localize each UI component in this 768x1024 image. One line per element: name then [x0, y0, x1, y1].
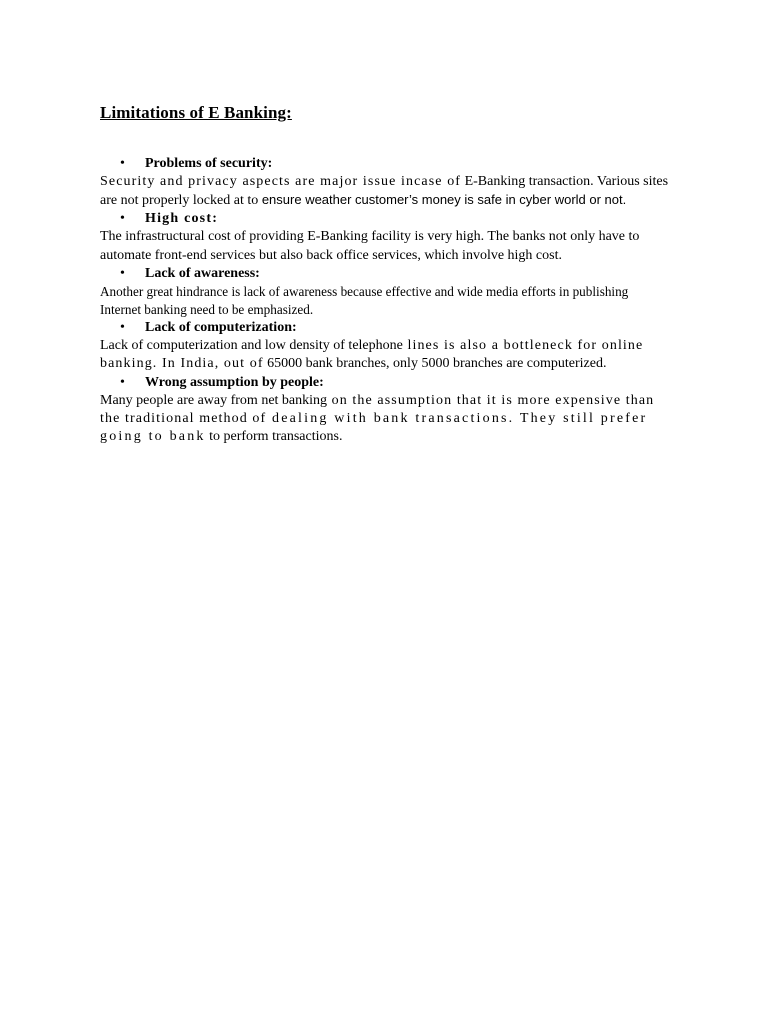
document-title: Limitations of E Banking:	[100, 103, 292, 122]
section-heading: • Lack of awareness:	[120, 265, 260, 281]
section-body: Many people are away from net banking on the assumption that it is more expensive than the traditional method of dealing with bank transactions. They still prefer going to bank to perform transactions.	[100, 392, 655, 445]
document-page	[100, 101, 670, 446]
section-high-cost	[100, 210, 670, 264]
section-security	[100, 155, 670, 210]
bullet-icon: •	[120, 156, 125, 171]
section-body: Security and privacy aspects are major issue incase of E-Banking transaction. Various sites are not properly locked at to ensure weather customer’s money is safe in cyber world or not.	[100, 174, 669, 209]
section-awareness	[100, 265, 670, 319]
bullet-icon: •	[120, 265, 125, 281]
section-body: Another great hindrance is lack of awareness because effective and wide media efforts in publishing Internet banking need to be emphasized.	[100, 283, 629, 318]
section-body: The infrastructural cost of providing E-Banking facility is very high. The banks not only have to automate front-end services but also back office services, which involve high cost.	[100, 229, 640, 263]
bullet-icon: •	[120, 320, 125, 336]
section-heading: • Problems of security:	[120, 156, 273, 171]
section-heading: • Wrong assumption by people:	[120, 374, 324, 390]
section-wrong-assumption	[100, 374, 670, 447]
section-body: Lack of computerization and low density of telephone lines is also a bottleneck for online banking. In India, out of 65000 bank branches, only 5000 branches are computerized.	[100, 338, 644, 372]
section-heading: • High cost:	[120, 211, 219, 227]
section-heading: • Lack of computerization:	[120, 320, 297, 336]
bullet-icon: •	[120, 211, 125, 227]
bullet-icon: •	[120, 374, 125, 390]
section-computerization	[100, 319, 670, 373]
